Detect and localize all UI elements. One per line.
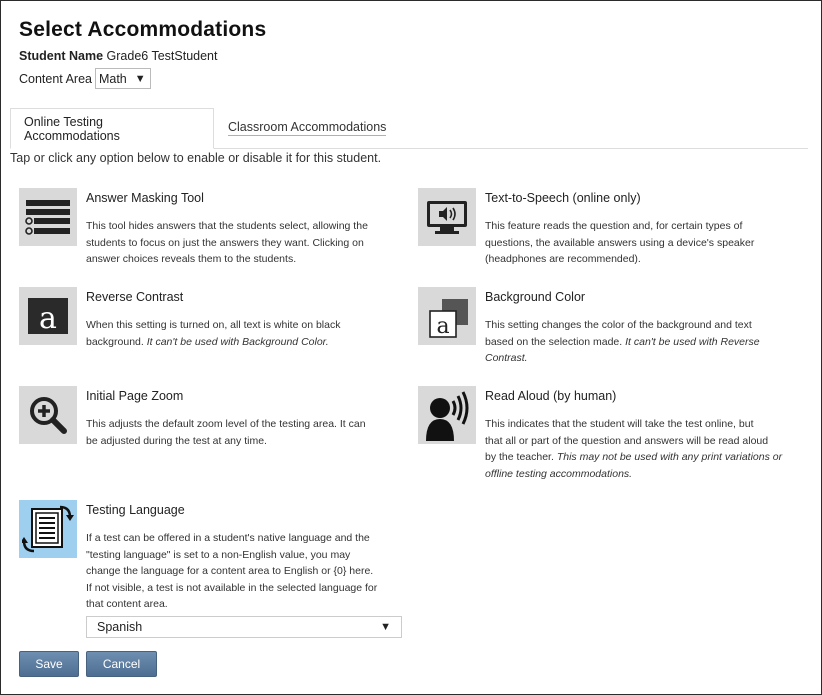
option-answer-masking[interactable] [19, 188, 399, 268]
desc-note: offline testing accommodations. [485, 467, 633, 480]
tab-bar [10, 108, 808, 149]
option-title: Answer Masking Tool [86, 191, 204, 205]
desc-line: answer choices reveals them to the students. [86, 253, 297, 265]
save-button[interactable]: Save [19, 651, 79, 677]
desc-note: It can't be used with Reverse [625, 335, 760, 348]
desc-text: based on the selection made. [485, 335, 623, 348]
dropdown-arrow-icon: ▼ [134, 72, 146, 85]
desc-line: "testing language" is set to a non-English value, you may [86, 548, 351, 561]
option-text-to-speech[interactable] [418, 188, 808, 268]
option-title: Text-to-Speech (online only) [485, 191, 641, 205]
page-title: Select Accommodations [19, 18, 267, 41]
student-name-label: Student Name [19, 49, 104, 63]
desc-line: that content area. [86, 598, 168, 610]
option-description [485, 416, 782, 482]
background-color-glyph: a [436, 314, 450, 339]
desc-note: This may not be used with any print variations or [556, 451, 783, 463]
desc-line [86, 334, 340, 351]
option-title: Read Aloud (by human) [485, 389, 617, 403]
tab-label: Classroom Accommodations [228, 119, 387, 134]
desc-line: This setting changes the color of the background and text [485, 319, 752, 331]
instructions-text: Tap or click any option below to enable or disable it for this student. [10, 151, 382, 165]
student-name-row [19, 49, 218, 63]
desc-line [485, 334, 760, 351]
tab-online-testing[interactable] [10, 108, 214, 149]
tab-label: Online Testing Accommodations [24, 114, 120, 143]
desc-line: students to focus on just the answers they want. Clicking on [86, 236, 364, 249]
option-page-zoom[interactable] [19, 386, 399, 456]
testing-language-value: Spanish [97, 620, 143, 634]
tab-classroom[interactable] [215, 108, 399, 147]
option-description [485, 317, 760, 367]
option-title: Initial Page Zoom [86, 389, 184, 403]
option-title: Testing Language [86, 503, 185, 517]
reverse-contrast-icon [19, 287, 77, 345]
desc-text: background. [86, 335, 144, 348]
desc-line [485, 466, 782, 483]
desc-line: change the language for a content area to English or {0} here. [86, 565, 374, 577]
option-read-aloud[interactable] [418, 386, 808, 486]
desc-line: If not visible, a test is not available in the selected language for [86, 581, 378, 594]
translate-document-icon [19, 500, 77, 558]
dropdown-arrow-icon: ▼ [380, 621, 391, 633]
desc-line: This feature reads the question and, for certain types of [485, 220, 743, 232]
desc-note: It can't be used with Background Color. [146, 335, 329, 348]
desc-text: by the teacher. [485, 451, 554, 463]
desc-note: Contrast. [485, 352, 528, 364]
option-reverse-contrast[interactable] [19, 287, 399, 357]
reverse-contrast-glyph: a [39, 301, 57, 336]
desc-line: When this setting is turned on, all text is white on black [86, 319, 341, 331]
option-description [86, 416, 366, 449]
option-description [86, 530, 377, 613]
desc-line: that all or part of the question and answers will be read aloud [485, 434, 769, 447]
desc-line: This adjusts the default zoom level of the testing area. It can [86, 418, 366, 430]
desc-line: questions, the available answers using a device's speaker [485, 236, 755, 249]
zoom-in-icon [19, 386, 77, 444]
option-title: Reverse Contrast [86, 290, 184, 304]
desc-line: This indicates that the student will take the test online, but [485, 418, 754, 430]
content-area-select[interactable] [95, 68, 151, 89]
desc-line: If a test can be offered in a student's native language and the [86, 532, 370, 544]
content-area-label: Content Area [19, 71, 92, 86]
option-description [86, 317, 340, 350]
desc-line: be adjusted during the test at any time. [86, 434, 267, 447]
cancel-button[interactable]: Cancel [86, 651, 157, 677]
option-description [86, 218, 368, 268]
option-testing-language[interactable] [19, 500, 409, 615]
desc-line [485, 449, 782, 466]
answer-masking-icon [19, 188, 77, 246]
read-aloud-icon [418, 386, 476, 444]
student-name-value: Grade6 TestStudent [106, 49, 218, 63]
testing-language-select[interactable] [86, 616, 402, 638]
background-color-icon [418, 287, 476, 345]
option-description [485, 218, 754, 268]
desc-line [485, 350, 760, 367]
monitor-speaker-icon [418, 188, 476, 246]
desc-line: (headphones are recommended). [485, 253, 641, 265]
content-area-row [19, 68, 151, 89]
option-background-color[interactable] [418, 287, 808, 367]
option-title: Background Color [485, 290, 586, 304]
desc-line: This tool hides answers that the students select, allowing the [86, 220, 368, 232]
content-area-value: Math [98, 71, 127, 86]
